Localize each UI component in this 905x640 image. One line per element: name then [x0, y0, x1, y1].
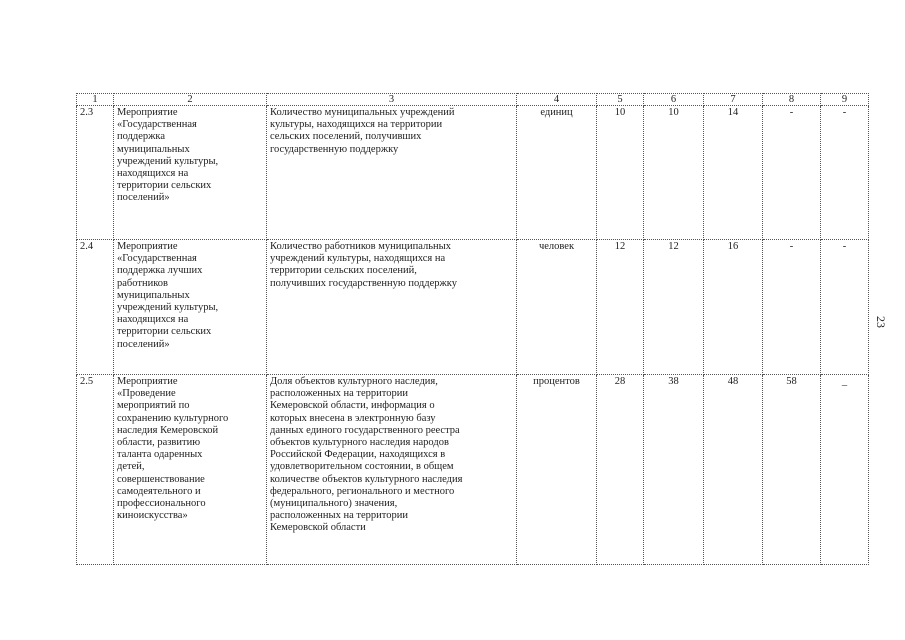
value-col-9: - — [821, 240, 869, 375]
table-row — [77, 375, 869, 565]
header-cell: 6 — [644, 94, 704, 106]
table-header-row — [77, 94, 869, 106]
value-col-6: 38 — [644, 375, 704, 565]
indicators-table — [76, 93, 869, 565]
unit-cell: единиц — [517, 106, 597, 240]
value-col-7: 14 — [704, 106, 763, 240]
value-col-9: - — [821, 106, 869, 240]
page-number: 23 — [874, 316, 888, 328]
value-col-7: 48 — [704, 375, 763, 565]
value-col-8: - — [763, 106, 821, 240]
header-cell: 9 — [821, 94, 869, 106]
event-name: Мероприятие «Государственная поддержка лучших работников муниципальных учреждений культуры, находящихся на территории сельских поселений» — [114, 240, 267, 375]
header-cell: 7 — [704, 94, 763, 106]
unit-cell: процентов — [517, 375, 597, 565]
value-col-6: 10 — [644, 106, 704, 240]
value-col-9: _ — [821, 375, 869, 565]
header-cell: 3 — [267, 94, 517, 106]
value-col-5: 10 — [597, 106, 644, 240]
header-cell: 2 — [114, 94, 267, 106]
value-col-8: 58 — [763, 375, 821, 565]
table-row — [77, 106, 869, 240]
indicator-name: Доля объектов культурного наследия, расположенных на территории Кемеровской области, информация о которых внесена в электронную базу данных единого государственного реестра объектов культурного наследия народов Российской Федерации, находящихся в удовлетворительном состоянии, в общем количестве объектов культурного наследия федерального, регионального и местного (муниципального) значения, расположенных на территории Кемеровской области — [267, 375, 517, 565]
table-row — [77, 240, 869, 375]
row-number: 2.4 — [77, 240, 114, 375]
indicator-name: Количество работников муниципальных учреждений культуры, находящихся на территории сельских поселений, получивших государственную поддержку — [267, 240, 517, 375]
value-col-5: 28 — [597, 375, 644, 565]
value-col-8: - — [763, 240, 821, 375]
header-cell: 8 — [763, 94, 821, 106]
unit-cell: человек — [517, 240, 597, 375]
header-cell: 1 — [77, 94, 114, 106]
row-number: 2.3 — [77, 106, 114, 240]
value-col-7: 16 — [704, 240, 763, 375]
header-cell: 4 — [517, 94, 597, 106]
event-name: Мероприятие «Проведение мероприятий по сохранению культурного наследия Кемеровской области, развитию таланта одаренных детей, совершенствование самодеятельного и профессионального киноискусства» — [114, 375, 267, 565]
value-col-5: 12 — [597, 240, 644, 375]
event-name: Мероприятие «Государственная поддержка муниципальных учреждений культуры, находящихся на территории сельских поселений» — [114, 106, 267, 240]
indicator-name: Количество муниципальных учреждений культуры, находящихся на территории сельских поселений, получивших государственную поддержку — [267, 106, 517, 240]
row-number: 2.5 — [77, 375, 114, 565]
value-col-6: 12 — [644, 240, 704, 375]
header-cell: 5 — [597, 94, 644, 106]
